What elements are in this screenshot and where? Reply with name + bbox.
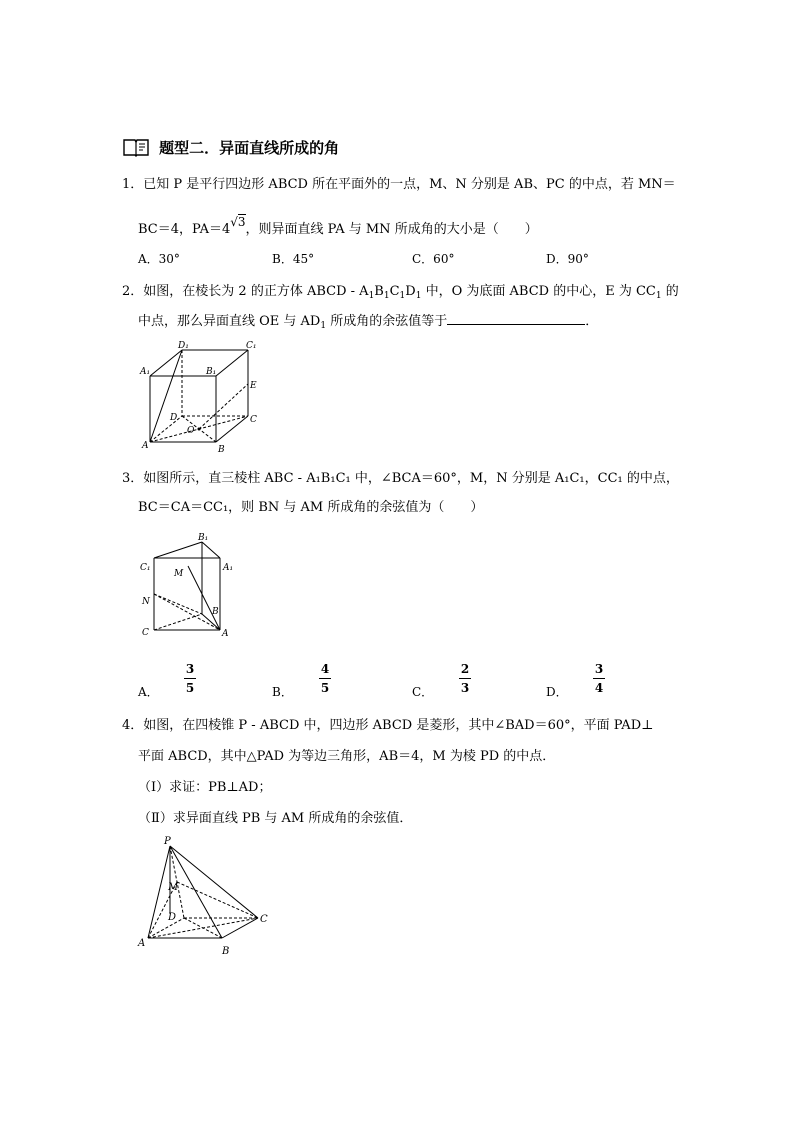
- numerator: 3: [594, 662, 604, 676]
- numerator: 4: [320, 662, 330, 676]
- label-A: A: [142, 441, 149, 451]
- q3-text-line1: 如图所示，直三棱柱 ABC - A₁B₁C₁ 中，∠BCA＝60°，M，N 分别是 A₁C₁，CC₁ 的中点，: [143, 471, 679, 486]
- q4-part2: （Ⅱ）求异面直线 PB 与 AM 所成角的余弦值．: [138, 811, 413, 826]
- q3-prism-figure: [138, 528, 248, 640]
- q1-option-d[interactable]: D．90°: [546, 252, 589, 266]
- q1-text-line2b: ，则异面直线 PA 与 MN 所成角的大小是（ ）: [245, 222, 538, 237]
- option-label: C．: [412, 685, 434, 699]
- label-N: N: [142, 597, 150, 607]
- sub: 1: [415, 291, 422, 301]
- q4-number: 4．: [122, 718, 144, 733]
- q2-text-e: 所成角的余弦值等于: [326, 314, 448, 329]
- label-O: O: [187, 426, 195, 436]
- denominator: 5: [185, 681, 195, 695]
- period: ．: [585, 314, 599, 329]
- q4-text-line1: 如图，在四棱锥 P - ABCD 中，四边形 ABCD 是菱形，其中∠BAD＝60°，平面 PAD⊥: [143, 718, 654, 733]
- letter: C: [389, 284, 400, 299]
- q2-text-b: 中，O 为底面 ABCD 的中心，E 为 CC: [421, 284, 656, 299]
- q3-option-d[interactable]: [546, 683, 568, 700]
- q1-text-line1: 已知 P 是平行四边形 ABCD 所在平面外的一点，M、N 分别是 AB、PC 的中点，若 MN＝: [143, 177, 676, 192]
- label-D: D: [168, 912, 177, 923]
- q3-line2: [138, 499, 483, 517]
- q2-text-c: 的: [661, 284, 679, 299]
- sqrt-symbol: √: [230, 215, 238, 229]
- option-label: A．: [138, 685, 159, 699]
- q2-line2: [138, 312, 598, 335]
- denominator: 5: [320, 681, 330, 695]
- label-M: M: [174, 569, 184, 579]
- numerator: 2: [460, 662, 470, 676]
- q3-text-line2: BC＝CA＝CC₁，则 BN 与 AM 所成角的余弦值为（ ）: [138, 500, 484, 515]
- section-heading: [122, 136, 339, 158]
- label-A1: A₁: [223, 563, 234, 573]
- denominator: 4: [594, 681, 604, 695]
- q1-line1: [122, 176, 676, 194]
- label-B1: B₁: [206, 367, 217, 377]
- q3-number: 3．: [122, 471, 144, 486]
- q3-option-c[interactable]: [412, 683, 433, 700]
- label-E: E: [250, 381, 257, 391]
- label-B: B: [222, 946, 230, 957]
- letter: D: [405, 284, 416, 299]
- label-D: D: [170, 413, 178, 423]
- q2-text-d: 中点，那么异面直线 OE 与 AD: [138, 314, 321, 329]
- label-C1: C₁: [246, 341, 257, 351]
- q2-text-a: 如图，在棱长为 2 的正方体 ABCD - A: [143, 284, 369, 299]
- option-label: D．: [546, 685, 568, 699]
- sub: 1: [368, 291, 375, 301]
- q3-option-a[interactable]: [138, 683, 159, 700]
- label-A: A: [222, 629, 229, 639]
- denominator: 3: [460, 681, 470, 695]
- q1-number: 1．: [122, 177, 144, 192]
- q2-line1: [122, 283, 679, 305]
- sqrt-argument: 3: [237, 215, 246, 229]
- sub: 1: [655, 291, 662, 301]
- q3-line1: [122, 470, 679, 488]
- option-label: B．: [272, 685, 293, 699]
- label-B: B: [212, 607, 219, 617]
- q2-number: 2．: [122, 284, 144, 299]
- label-M: M: [168, 882, 179, 893]
- q3-option-b-fraction: [317, 662, 333, 695]
- answer-blank[interactable]: [447, 312, 585, 325]
- label-A: A: [138, 938, 146, 949]
- q1-option-b[interactable]: B．45°: [272, 252, 315, 266]
- label-C1: C₁: [140, 563, 151, 573]
- q2-cube-figure: [138, 338, 268, 456]
- book-icon: [122, 136, 150, 158]
- q3-option-a-fraction: [182, 662, 198, 695]
- letter: B: [374, 284, 384, 299]
- section-title: 题型二．异面直线所成的角: [159, 138, 340, 157]
- q1-option-a[interactable]: A．30°: [138, 252, 180, 266]
- label-B: B: [218, 445, 225, 455]
- label-A1: A₁: [140, 367, 151, 377]
- q3-option-b[interactable]: [272, 683, 293, 700]
- q1-line2: [138, 215, 538, 239]
- q3-option-d-fraction: [591, 662, 607, 695]
- q4-part1: （Ⅰ）求证：PB⊥AD；: [138, 780, 272, 795]
- sub: 1: [320, 321, 327, 331]
- label-C: C: [142, 628, 149, 638]
- q3-option-c-fraction: [457, 662, 473, 695]
- q1-option-c[interactable]: C．60°: [412, 252, 455, 266]
- q4-line2: [138, 748, 555, 766]
- q4-line1: [122, 717, 653, 735]
- q4-text-line2: 平面 ABCD，其中△PAD 为等边三角形，AB＝4，M 为棱 PD 的中点．: [138, 749, 556, 764]
- label-P: P: [164, 836, 171, 847]
- label-D1: D₁: [178, 341, 189, 351]
- q1-text-line2a: BC＝4，PA＝4: [138, 222, 231, 237]
- label-C: C: [250, 415, 257, 425]
- numerator: 3: [185, 662, 195, 676]
- sub: 1: [383, 291, 390, 301]
- sub: 1: [399, 291, 406, 301]
- label-C: C: [260, 914, 268, 925]
- q4-pyramid-figure: [136, 834, 286, 962]
- label-B1: B₁: [198, 533, 209, 543]
